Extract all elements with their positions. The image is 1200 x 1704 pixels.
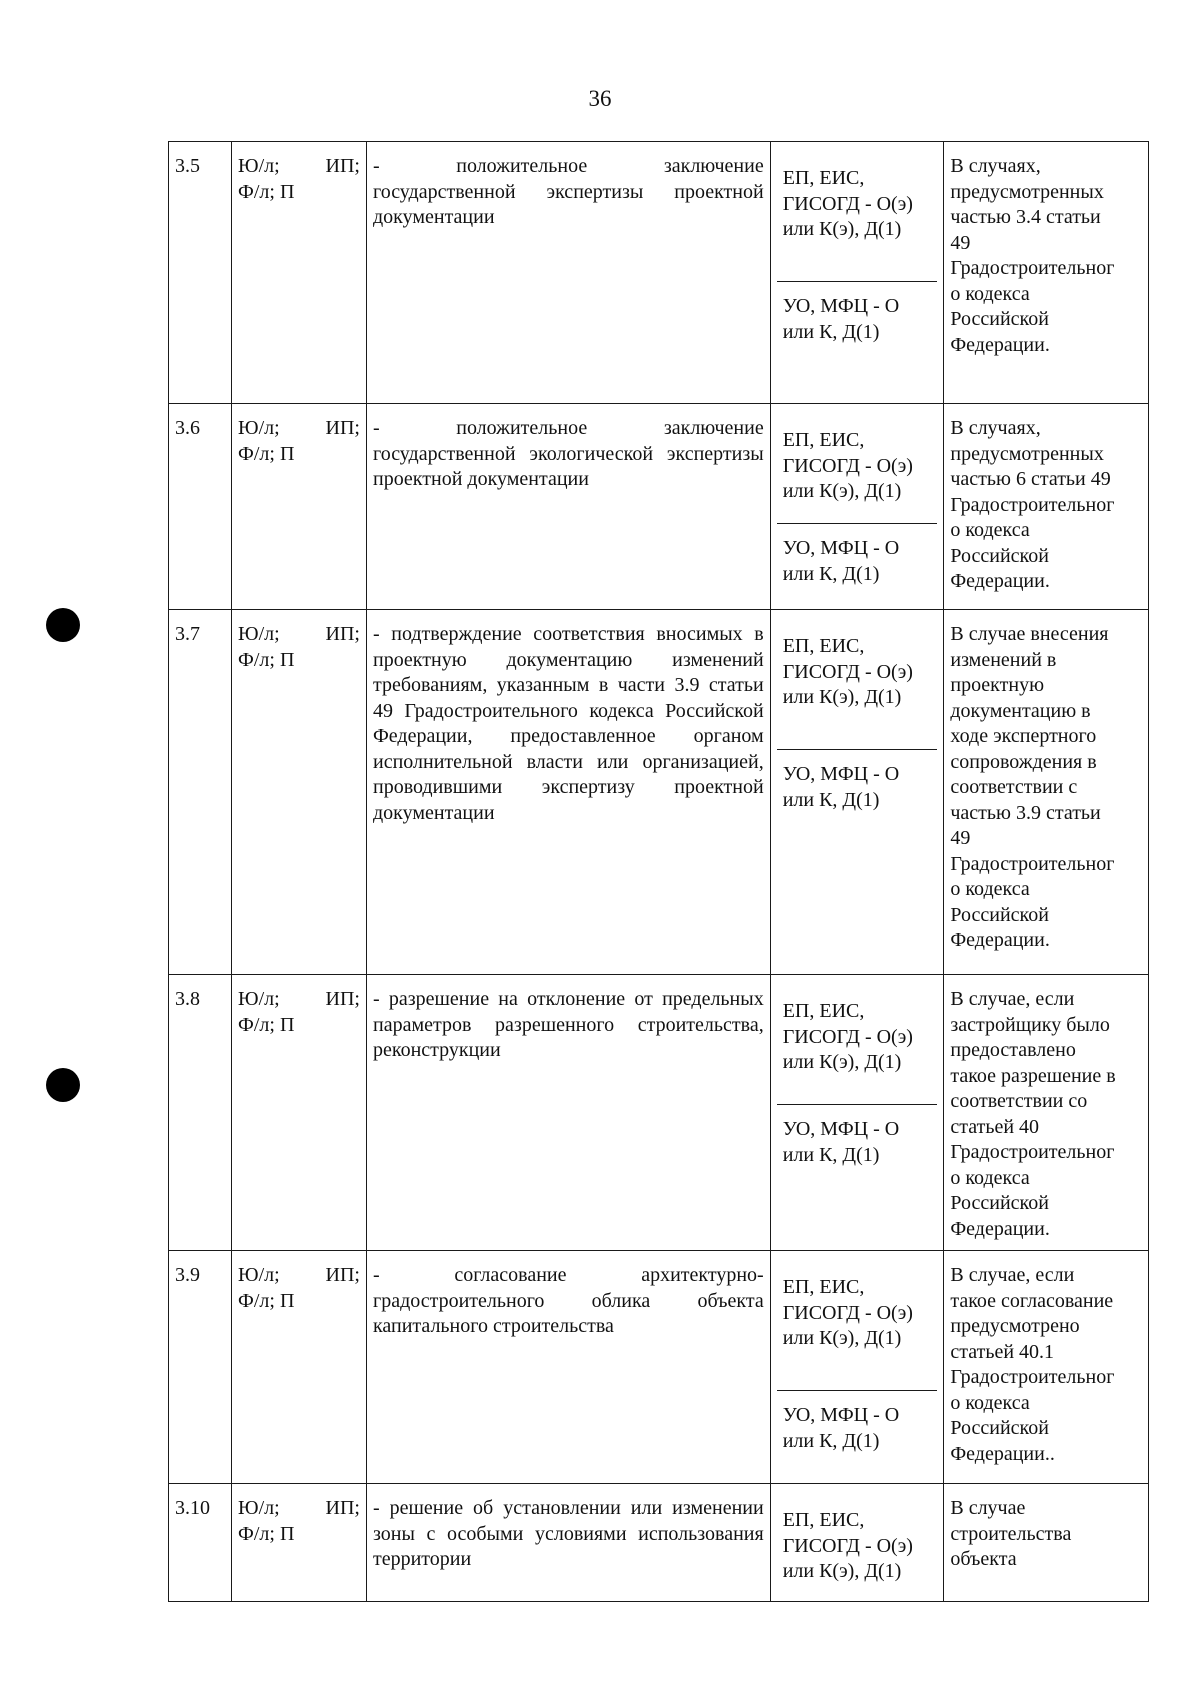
applicant-type: Ф/л; П (238, 1522, 295, 1545)
channel-line: ГИСОГД - О(э) (782, 1301, 913, 1324)
channel-line: ГИСОГД - О(э) (782, 1534, 913, 1557)
condition-note (944, 975, 1149, 1251)
punch-hole-mark (46, 1068, 80, 1102)
note-line: статьей 40.1 (950, 1340, 1055, 1363)
channel-line: или К, Д(1) (782, 562, 880, 585)
channel-line: ЕП, ЕИС, (782, 1276, 865, 1298)
row-number: 3.7 (169, 610, 232, 975)
condition-note (944, 142, 1149, 404)
applicant-types-cell (232, 1251, 367, 1484)
condition-note (944, 610, 1149, 975)
note-line: 49 (950, 827, 971, 849)
channel-line: или К(э), Д(1) (782, 1051, 902, 1073)
note-line: о кодекса (950, 282, 1030, 305)
channel-line: или К, Д(1) (782, 788, 880, 811)
applicant-types-cell (232, 1484, 367, 1602)
row-number: 3.6 (169, 404, 232, 610)
document-description: - подтверждение соответствия вносимых в проектную документацию изменений требованиям, указанным в части 3.9 статьи 49 Градостроительного кодекса Российской Федерации, предоставленное органом исполнительной власти или организацией, проводившими экспертизу проектной документации (366, 610, 770, 975)
note-line: предоставлено (950, 1039, 1076, 1061)
applicant-type: ИП; (325, 1497, 360, 1519)
note-line: сопровождения в (950, 750, 1097, 773)
note-line: предусмотрено (950, 1315, 1080, 1337)
note-line: Федерации. (950, 333, 1050, 356)
applicant-type: Ю/л; (238, 988, 280, 1010)
note-line: проектную (950, 674, 1045, 696)
applicant-type: ИП; (325, 155, 360, 177)
note-line: застройщику было (950, 1013, 1110, 1036)
table-row (169, 142, 1149, 404)
applicant-type: Ф/л; П (238, 1289, 295, 1312)
note-line: В случаях, (950, 155, 1041, 177)
note-line: Градостроительног (950, 493, 1115, 516)
applicant-types-cell (232, 404, 367, 610)
channel-line: или К(э), Д(1) (782, 218, 902, 240)
channel-line: УО, МФЦ - О (782, 1118, 900, 1140)
note-line: Федерации. (950, 929, 1050, 951)
channel-line: ЕП, ЕИС, (782, 1509, 865, 1531)
channel-line: ГИСОГД - О(э) (782, 660, 913, 683)
channel-line: ЕП, ЕИС, (782, 635, 865, 657)
note-line: соответствии со (950, 1090, 1088, 1112)
note-line: Российской (950, 308, 1049, 330)
applicant-type: Ю/л; (238, 1264, 280, 1286)
channels-in-person (777, 750, 938, 817)
note-line: частью 3.4 статьи (950, 206, 1101, 228)
note-line: о кодекса (950, 1391, 1030, 1414)
applicant-type: Ю/л; (238, 417, 280, 439)
applicant-types-cell (232, 142, 367, 404)
channel-line: ЕП, ЕИС, (782, 1000, 865, 1022)
note-line: Федерации. (950, 570, 1050, 592)
row-number: 3.9 (169, 1251, 232, 1484)
note-line: Градостроительног (950, 1141, 1115, 1163)
note-line: Российской (950, 1192, 1049, 1214)
note-line: Градостроительног (950, 852, 1115, 875)
submission-channels-cell (770, 142, 944, 404)
note-line: частью 6 статьи 49 (950, 468, 1111, 490)
applicant-type: Ю/л; (238, 155, 280, 177)
note-line: Российской (950, 544, 1049, 567)
note-line: Российской (950, 1417, 1049, 1439)
channel-line: ЕП, ЕИС, (782, 429, 865, 451)
note-line: Градостроительног (950, 1366, 1115, 1388)
note-line: В случае (950, 1497, 1026, 1519)
punch-hole-mark (46, 608, 80, 642)
channels-electronic (777, 1263, 938, 1391)
document-description: - разрешение на отклонение от предельных параметров разрешенного строительства, реконструкции (366, 975, 770, 1251)
note-line: В случае, если (950, 1264, 1075, 1286)
channels-in-person (777, 1105, 938, 1172)
note-line: такое разрешение в (950, 1064, 1116, 1087)
note-line: строительства (950, 1522, 1072, 1545)
table-row (169, 610, 1149, 975)
applicant-type: ИП; (325, 623, 360, 645)
note-line: изменений в (950, 648, 1057, 671)
applicant-type: Ф/л; П (238, 180, 295, 203)
note-line: объекта (950, 1548, 1017, 1570)
note-line: документацию в (950, 699, 1091, 722)
channel-line: или К, Д(1) (782, 320, 880, 343)
channel-line: или К(э), Д(1) (782, 686, 902, 708)
channels-electronic (777, 1496, 938, 1589)
note-line: о кодекса (950, 519, 1030, 541)
channels-electronic (777, 416, 938, 524)
channel-line: или К(э), Д(1) (782, 1560, 902, 1582)
document-description: - согласование архитектурно-градостроительного облика объекта капитального строительства (366, 1251, 770, 1484)
note-line: 49 (950, 231, 971, 254)
channels-in-person (777, 282, 938, 349)
table-row (169, 975, 1149, 1251)
row-number: 3.10 (169, 1484, 232, 1602)
page-number: 36 (588, 86, 612, 111)
note-line: о кодекса (950, 878, 1030, 900)
channel-line: ЕП, ЕИС, (782, 167, 865, 189)
submission-channels-cell (770, 610, 944, 975)
applicant-type: ИП; (325, 417, 360, 439)
note-line: предусмотренных (950, 180, 1104, 203)
table-row (169, 404, 1149, 610)
channel-line: УО, МФЦ - О (782, 295, 900, 317)
channels-in-person (777, 524, 938, 591)
channel-line: или К(э), Д(1) (782, 1327, 902, 1349)
table-row (169, 1484, 1149, 1602)
condition-note (944, 1251, 1149, 1484)
applicant-types-cell (232, 975, 367, 1251)
applicant-type: ИП; (325, 1264, 360, 1286)
applicant-type: Ю/л; (238, 623, 280, 645)
submission-channels-cell (770, 1251, 944, 1484)
channel-line: ГИСОГД - О(э) (782, 1025, 913, 1048)
channel-line: УО, МФЦ - О (782, 537, 900, 559)
note-line: В случае, если (950, 988, 1075, 1010)
channel-line: УО, МФЦ - О (782, 1404, 900, 1426)
applicant-type: Ю/л; (238, 1497, 280, 1519)
channel-line: ГИСОГД - О(э) (782, 454, 913, 477)
submission-channels-cell (770, 1484, 944, 1602)
channel-line: или К, Д(1) (782, 1429, 880, 1452)
applicant-type: Ф/л; П (238, 442, 295, 465)
channel-line: или К, Д(1) (782, 1143, 880, 1166)
note-line: статьей 40 (950, 1115, 1040, 1138)
applicant-type: ИП; (325, 988, 360, 1010)
condition-note (944, 1484, 1149, 1602)
note-line: Федерации. (950, 1217, 1050, 1240)
row-number: 3.5 (169, 142, 232, 404)
note-line: такое согласование (950, 1289, 1114, 1312)
row-number: 3.8 (169, 975, 232, 1251)
note-line: Градостроительног (950, 257, 1115, 279)
channel-line: УО, МФЦ - О (782, 763, 900, 785)
note-line: В случаях, (950, 417, 1041, 439)
submission-channels-cell (770, 975, 944, 1251)
note-line: соответствии с (950, 776, 1078, 798)
note-line: частью 3.9 статьи (950, 801, 1101, 824)
note-line: Федерации.. (950, 1442, 1055, 1465)
note-line: ходе экспертного (950, 725, 1097, 747)
applicant-type: Ф/л; П (238, 648, 295, 671)
channels-electronic (777, 987, 938, 1105)
channel-line: ГИСОГД - О(э) (782, 192, 913, 215)
submission-channels-cell (770, 404, 944, 610)
channels-in-person (777, 1391, 938, 1458)
applicant-types-cell (232, 610, 367, 975)
table-row (169, 1251, 1149, 1484)
note-line: В случае внесения (950, 623, 1109, 645)
documents-table (168, 141, 1149, 1602)
document-description: - решение об установлении или изменении зоны с особыми условиями использования территории (366, 1484, 770, 1602)
note-line: о кодекса (950, 1166, 1030, 1189)
channel-line: или К(э), Д(1) (782, 480, 902, 502)
condition-note (944, 404, 1149, 610)
note-line: предусмотренных (950, 442, 1104, 465)
channels-electronic (777, 622, 938, 750)
applicant-type: Ф/л; П (238, 1013, 295, 1036)
document-description: - положительное заключение государственной экспертизы проектной документации (366, 142, 770, 404)
document-description: - положительное заключение государственной экологической экспертизы проектной документации (366, 404, 770, 610)
note-line: Российской (950, 903, 1049, 926)
channels-electronic (777, 154, 938, 282)
